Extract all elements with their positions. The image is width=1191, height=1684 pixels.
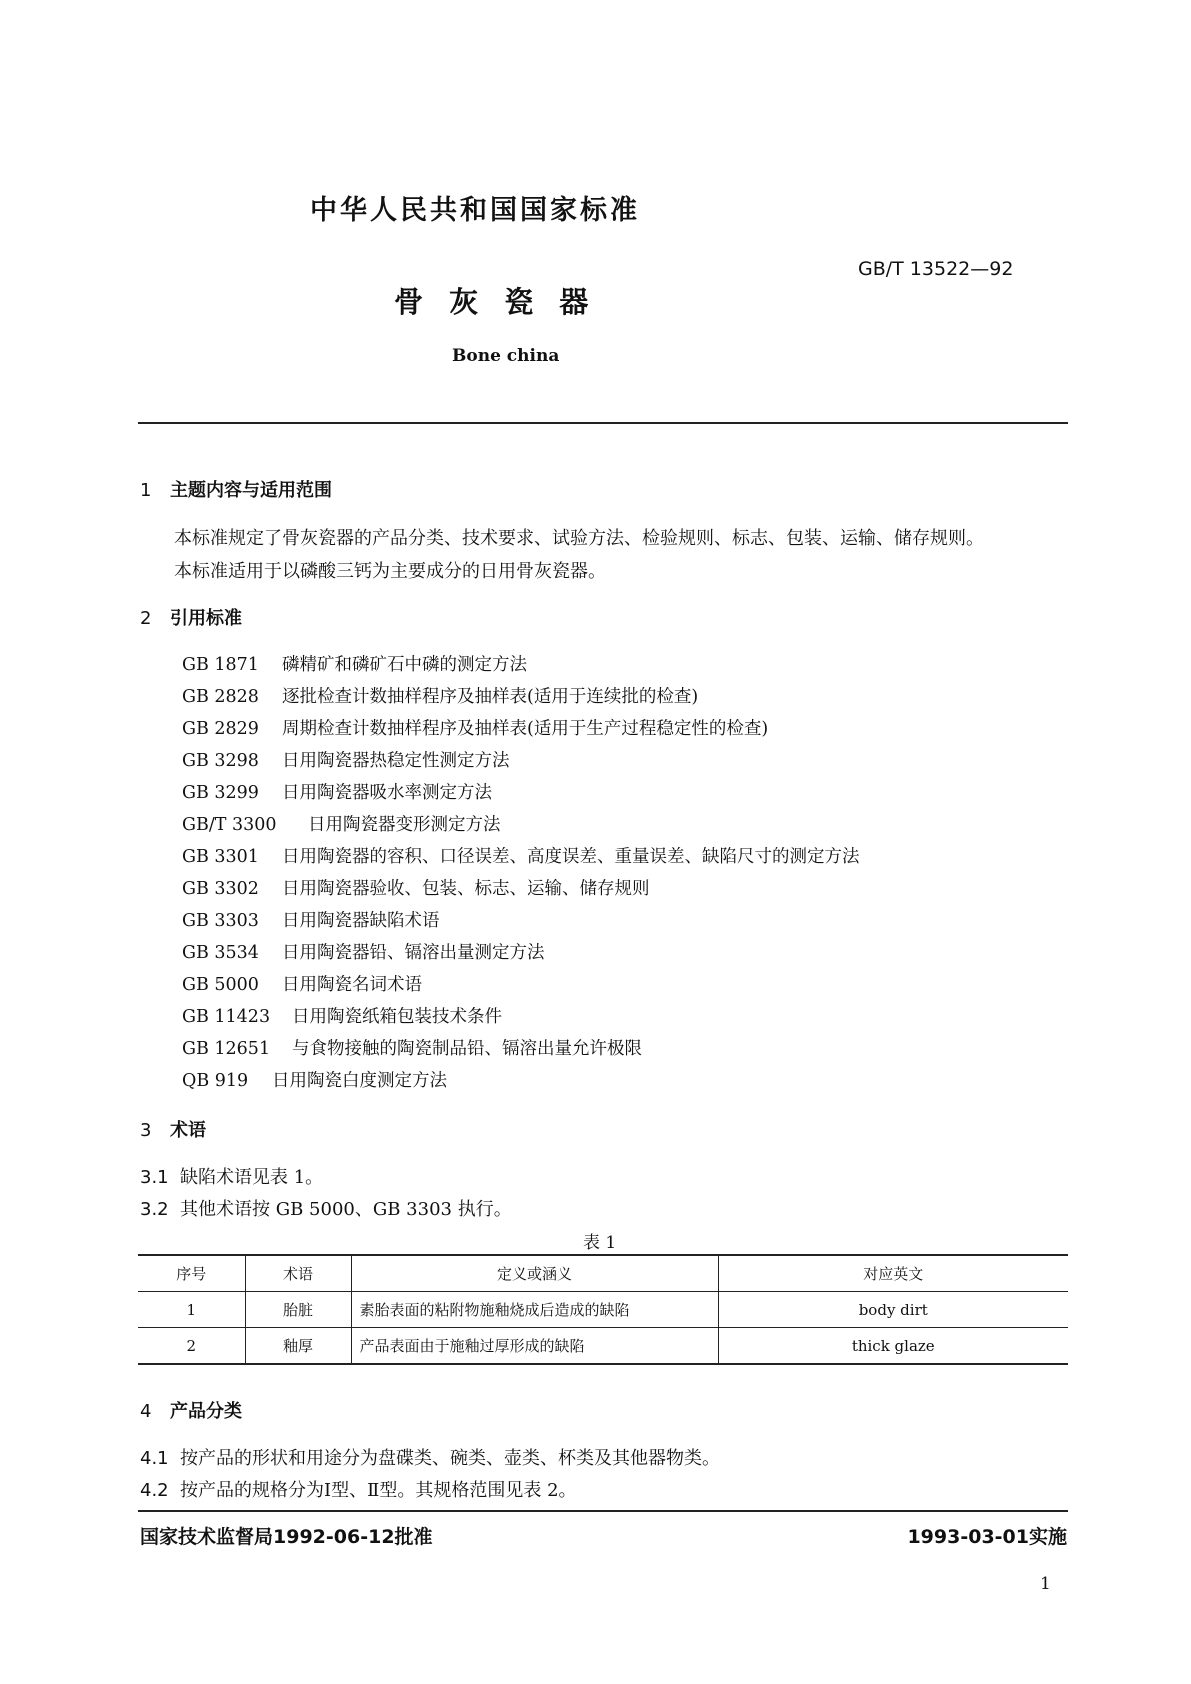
reference-item bbox=[182, 971, 422, 996]
reference-code: QB 919 bbox=[182, 1071, 249, 1091]
org-title: 中华人民共和国国家标准 bbox=[310, 195, 640, 226]
reference-code: GB 1871 bbox=[182, 655, 259, 675]
reference-item bbox=[182, 683, 698, 708]
table-caption: 表 1 bbox=[583, 1233, 617, 1253]
section-number: 1 bbox=[140, 480, 152, 501]
section-number: 3 bbox=[140, 1120, 152, 1141]
clause-text: 按产品的规格分为Ⅰ型、Ⅱ型。其规格范围见表 2。 bbox=[180, 1480, 577, 1501]
reference-code: GB 3299 bbox=[182, 783, 259, 803]
column-header: 序号 bbox=[176, 1265, 207, 1283]
table-row bbox=[138, 1328, 1068, 1365]
section-2-heading bbox=[140, 604, 242, 630]
table-cell: 釉厚 bbox=[245, 1328, 351, 1365]
table-cell: 胎脏 bbox=[245, 1292, 351, 1328]
column-header: 对应英文 bbox=[718, 1255, 1068, 1292]
table-cell: 产品表面由于施釉过厚形成的缺陷 bbox=[351, 1328, 718, 1365]
reference-item bbox=[182, 939, 545, 964]
reference-item bbox=[182, 1035, 642, 1060]
reference-title: 日用陶瓷器吸水率测定方法 bbox=[282, 783, 492, 803]
column-header: 术语 bbox=[245, 1255, 351, 1292]
reference-title: 日用陶瓷器铅、镉溶出量测定方法 bbox=[282, 943, 545, 963]
reference-title: 日用陶瓷白度测定方法 bbox=[272, 1071, 447, 1091]
reference-title: 日用陶瓷器热稳定性测定方法 bbox=[282, 751, 510, 771]
section-1-heading bbox=[140, 476, 332, 502]
reference-title: 与食物接触的陶瓷制品铅、镉溶出量允许极限 bbox=[292, 1039, 642, 1059]
reference-code: GB 3301 bbox=[182, 847, 259, 867]
page-number: 1 bbox=[1040, 1574, 1051, 1594]
clause-number: 4.1 bbox=[140, 1448, 169, 1469]
effective-date: 1993-03-01实施 bbox=[907, 1526, 1067, 1548]
reference-code: GB 11423 bbox=[182, 1007, 271, 1027]
reference-item bbox=[182, 1003, 502, 1028]
reference-title: 日用陶瓷名词术语 bbox=[282, 975, 422, 995]
reference-code: GB 3298 bbox=[182, 751, 259, 771]
reference-item bbox=[182, 747, 510, 772]
section-3-heading bbox=[140, 1116, 206, 1142]
clause-number: 3.2 bbox=[140, 1199, 169, 1220]
reference-code: GB 3303 bbox=[182, 911, 259, 931]
section-1-paragraph: 本标准适用于以磷酸三钙为主要成分的日用骨灰瓷器。 bbox=[174, 561, 606, 582]
clause-4-2 bbox=[140, 1476, 577, 1502]
reference-code: GB/T 3300 bbox=[182, 815, 277, 835]
reference-code: GB 3534 bbox=[182, 943, 259, 963]
clause-number: 4.2 bbox=[140, 1480, 169, 1501]
section-number: 4 bbox=[140, 1401, 152, 1422]
table-cell: 1 bbox=[186, 1300, 197, 1319]
reference-item bbox=[182, 811, 501, 836]
reference-title: 逐批检查计数抽样程序及抽样表(适用于连续批的检查) bbox=[282, 687, 699, 707]
reference-code: GB 2829 bbox=[182, 719, 259, 739]
clause-text: 其他术语按 GB 5000、GB 3303 执行。 bbox=[180, 1199, 512, 1220]
section-4-heading bbox=[140, 1397, 242, 1423]
reference-item bbox=[182, 779, 492, 804]
reference-title: 日用陶瓷纸箱包装技术条件 bbox=[292, 1007, 502, 1027]
section-title: 主题内容与适用范围 bbox=[170, 480, 332, 501]
reference-item bbox=[182, 1067, 447, 1092]
table-cell: thick glaze bbox=[718, 1328, 1068, 1365]
reference-item bbox=[182, 651, 527, 676]
doc-number: GB/T 13522—92 bbox=[858, 258, 1014, 280]
table-cell: body dirt bbox=[718, 1292, 1068, 1328]
reference-title: 日用陶瓷器的容积、口径误差、高度误差、重量误差、缺陷尺寸的测定方法 bbox=[282, 847, 860, 867]
approval-line: 国家技术监督局1992-06-12批准 bbox=[140, 1526, 433, 1548]
reference-title: 周期检查计数抽样程序及抽样表(适用于生产过程稳定性的检查) bbox=[282, 719, 769, 739]
section-title: 术语 bbox=[170, 1120, 206, 1141]
clause-text: 按产品的形状和用途分为盘碟类、碗类、壶类、杯类及其他器物类。 bbox=[180, 1448, 720, 1469]
reference-item bbox=[182, 907, 440, 932]
reference-item bbox=[182, 715, 768, 740]
doc-title: 骨 灰 瓷 器 bbox=[394, 285, 597, 319]
reference-title: 日用陶瓷器缺陷术语 bbox=[282, 911, 440, 931]
clause-4-1 bbox=[140, 1444, 720, 1470]
clause-text: 缺陷术语见表 1。 bbox=[180, 1167, 324, 1188]
reference-item bbox=[182, 843, 860, 868]
table-row bbox=[138, 1292, 1068, 1328]
section-title: 产品分类 bbox=[170, 1401, 242, 1422]
table-cell: 素胎表面的粘附物施釉烧成后造成的缺陷 bbox=[351, 1292, 718, 1328]
table-cell: 2 bbox=[186, 1336, 197, 1355]
section-1-paragraph: 本标准规定了骨灰瓷器的产品分类、技术要求、试验方法、检验规则、标志、包装、运输、储存规则。 bbox=[174, 528, 984, 549]
reference-item bbox=[182, 875, 650, 900]
reference-code: GB 3302 bbox=[182, 879, 259, 899]
reference-title: 日用陶瓷器变形测定方法 bbox=[308, 815, 501, 835]
reference-title: 日用陶瓷器验收、包装、标志、运输、储存规则 bbox=[282, 879, 650, 899]
reference-code: GB 12651 bbox=[182, 1039, 271, 1059]
table-header-row bbox=[138, 1255, 1068, 1292]
doc-title-en: Bone china bbox=[452, 346, 560, 366]
reference-title: 磷精矿和磷矿石中磷的测定方法 bbox=[282, 655, 527, 675]
clause-3-1 bbox=[140, 1163, 323, 1189]
header-divider bbox=[138, 422, 1068, 424]
reference-code: GB 5000 bbox=[182, 975, 259, 995]
section-title: 引用标准 bbox=[170, 608, 242, 629]
clause-3-2 bbox=[140, 1195, 512, 1221]
clause-number: 3.1 bbox=[140, 1167, 169, 1188]
reference-code: GB 2828 bbox=[182, 687, 259, 707]
column-header: 定义或涵义 bbox=[351, 1255, 718, 1292]
section-number: 2 bbox=[140, 608, 152, 629]
footer-divider bbox=[138, 1510, 1068, 1512]
defect-terms-table bbox=[138, 1254, 1068, 1365]
